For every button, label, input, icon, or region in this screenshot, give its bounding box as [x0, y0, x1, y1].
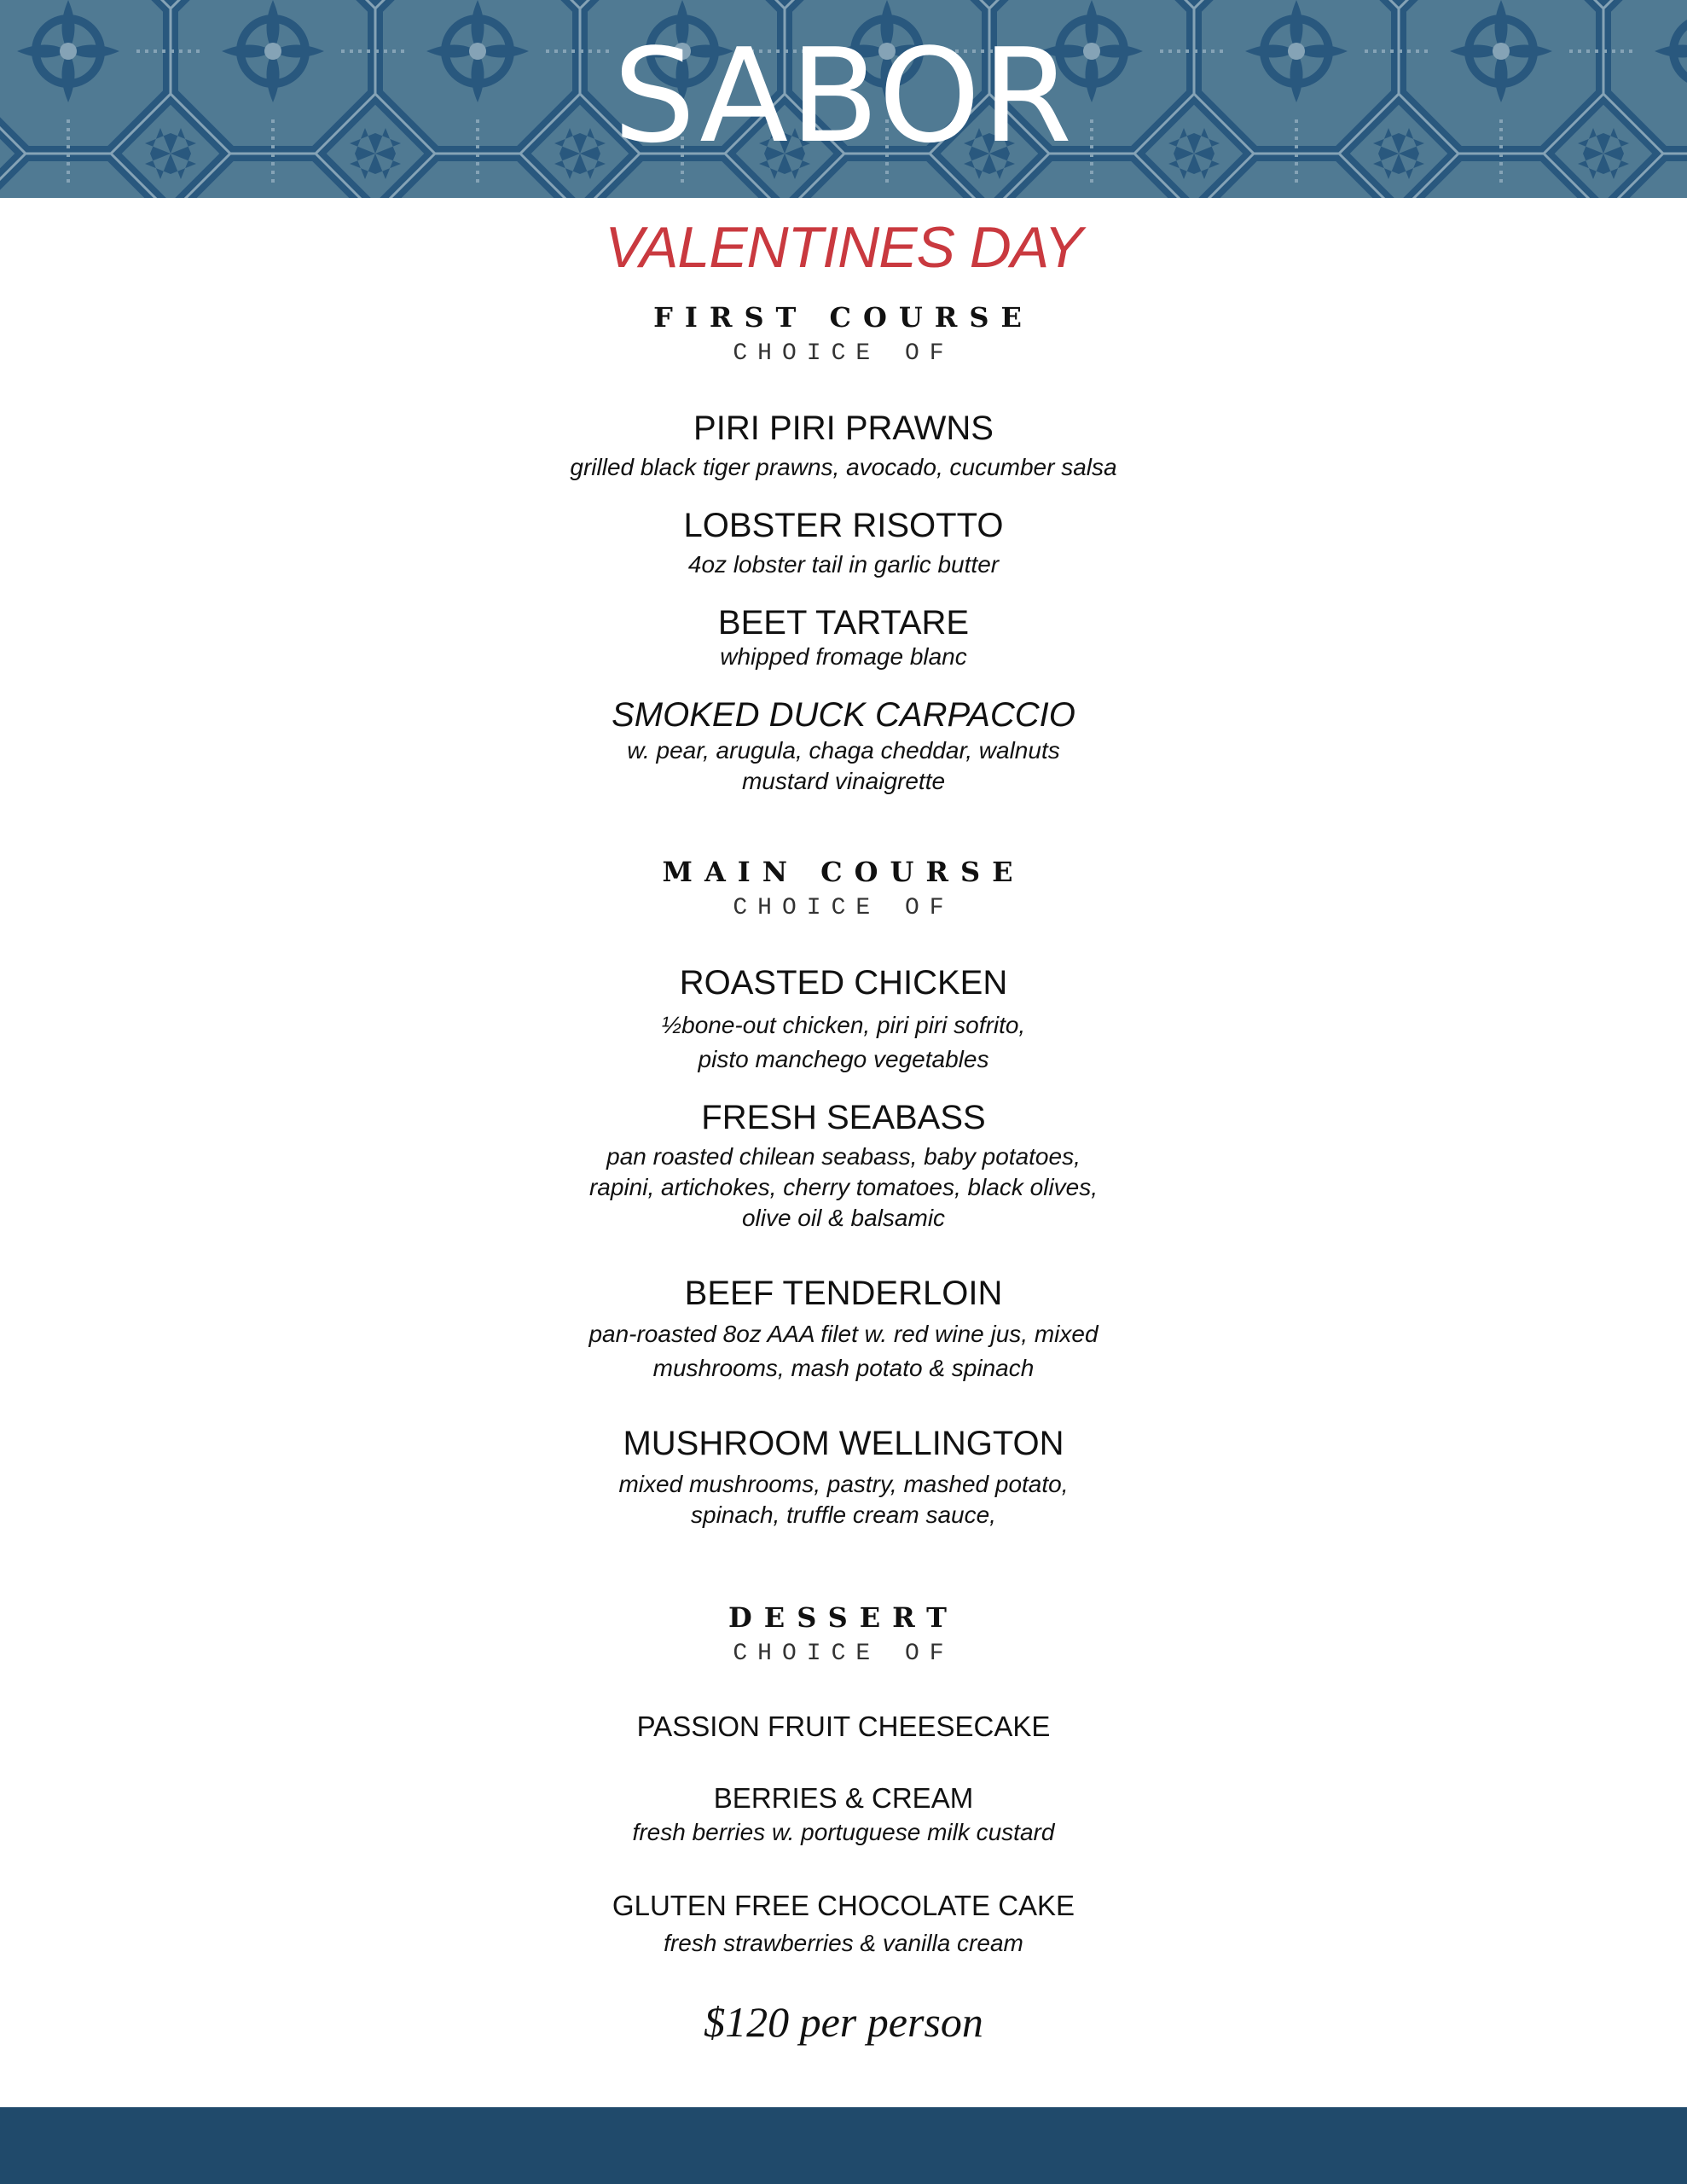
dish-name: PIRI PIRI PRAWNS [693, 410, 994, 447]
dish-name: MUSHROOM WELLINGTON [623, 1425, 1064, 1462]
dish-description: olive oil & balsamic [741, 1205, 946, 1231]
dish-description: pan-roasted 8oz AAA filet w. red wine jus, mixed [588, 1321, 1099, 1347]
header-banner [0, 0, 1687, 198]
dish-name: BEEF TENDERLOIN [684, 1275, 1003, 1312]
dish-description: grilled black tiger prawns, avocado, cucumber salsa [570, 454, 1117, 480]
dish-description: whipped fromage blanc [720, 643, 967, 670]
dish-name: BEET TARTARE [717, 604, 970, 642]
dish-name: FRESH SEABASS [701, 1099, 986, 1136]
dish-description: 4oz lobster tail in garlic butter [687, 551, 1000, 578]
dish-name: LOBSTER RISOTTO [683, 507, 1004, 544]
dish-description: fresh strawberries & vanilla cream [664, 1930, 1023, 1956]
dish-description: fresh berries w. portuguese milk custard [632, 1819, 1055, 1845]
dish-name: GLUTEN FREE CHOCOLATE CAKE [612, 1890, 1075, 1921]
dish-name: BERRIES & CREAM [713, 1782, 974, 1814]
dish-description: pan roasted chilean seabass, baby potatoes, [606, 1143, 1081, 1170]
dish-description: ½bone-out chicken, piri piri sofrito, [661, 1012, 1026, 1038]
dish-description: spinach, truffle cream sauce, [691, 1502, 996, 1528]
dish-description: rapini, artichokes, cherry tomatoes, black olives, [588, 1174, 1099, 1200]
dessert-subheading: CHOICE OF [733, 1641, 954, 1667]
dish-name: ROASTED CHICKEN [679, 964, 1008, 1002]
logo-text: SABOR [612, 20, 1075, 171]
dish-description: mustard vinaigrette [741, 768, 946, 794]
footer-bar [0, 2107, 1687, 2184]
main-course-heading: MAIN COURSE [662, 856, 1025, 888]
dessert-heading: DESSERT [728, 1601, 959, 1634]
dish-name: PASSION FRUIT CHEESECAKE [636, 1711, 1051, 1742]
first-course-heading: FIRST COURSE [653, 301, 1034, 334]
first-course-subheading: CHOICE OF [733, 340, 954, 367]
dish-description: mixed mushrooms, pastry, mashed potato, [618, 1471, 1069, 1497]
dish-description: pisto manchego vegetables [698, 1046, 989, 1072]
dish-description: w. pear, arugula, chaga cheddar, walnuts [627, 737, 1060, 764]
page-title: VALENTINES DAY [605, 215, 1082, 280]
main-course-subheading: CHOICE OF [733, 895, 954, 921]
dish-name: SMOKED DUCK CARPACCIO [612, 696, 1075, 734]
dish-description: mushrooms, mash potato & spinach [652, 1355, 1035, 1381]
price-per-person: $120 per person [704, 1998, 983, 2046]
